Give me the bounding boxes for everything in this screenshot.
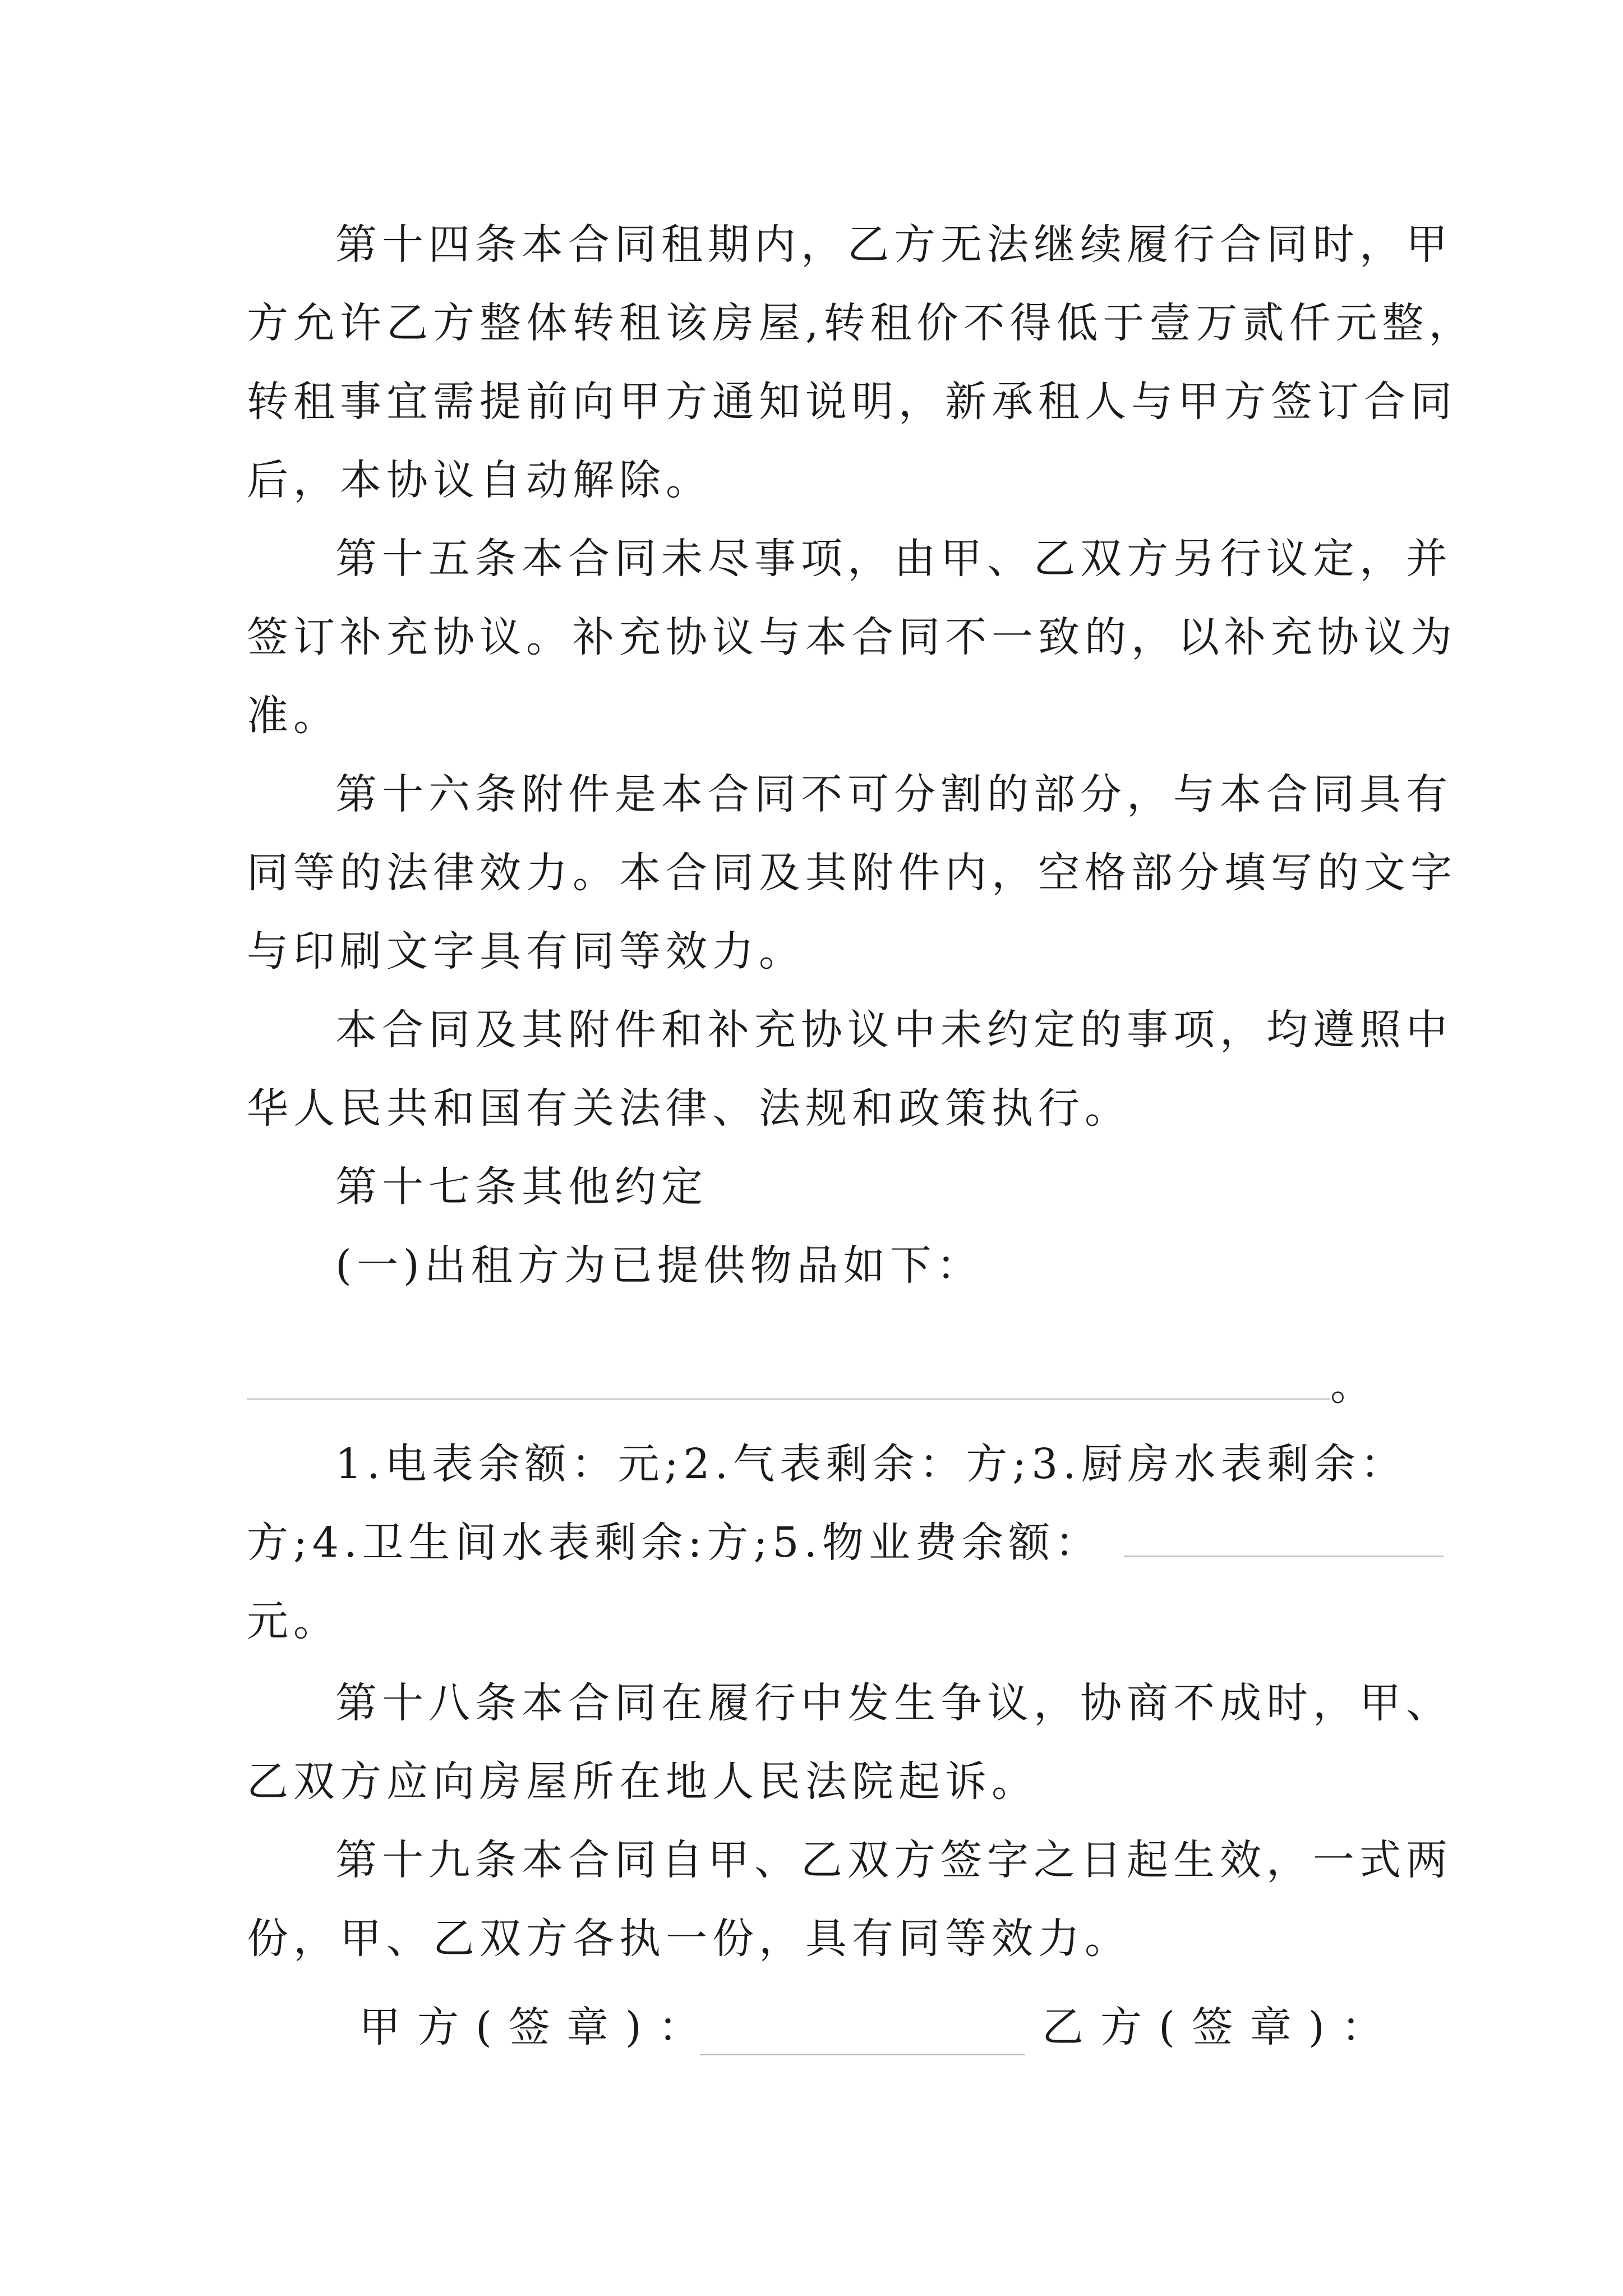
paragraph-14-line-3: 转租事宜需提前向甲方通知说明，新承租人与甲方签订合同 [247,378,1457,426]
paragraph-19-line-2: 份，甲、乙双方各执一份，具有同等效力。 [247,1915,1131,1963]
party-a-signature-blank [700,2014,1025,2055]
meter-readings-line-2 [247,1515,1444,1571]
period-mark: 。 [1330,1361,1372,1410]
party-a-signature-label: 甲方(签章)： [359,2003,717,2051]
paragraph-18-line-2: 乙双方应向房屋所在地人民法院起诉。 [247,1757,1038,1806]
paragraph-17-item-1: (一)出租方为已提供物品如下： [335,1241,983,1290]
party-b-signature-label: 乙方(签章)： [1042,2003,1400,2051]
paragraph-16-line-3: 与印刷文字具有同等效力。 [247,927,805,976]
paragraph-18-line-1: 第十八条本合同在履行中发生争议，协商不成时，甲、 [335,1679,1453,1727]
paragraph-15-line-1: 第十五条本合同未尽事项，由甲、乙双方另行议定，并 [335,535,1453,583]
paragraph-laws-line-2: 华人民共和国有关法律、法规和政策执行。 [247,1084,1131,1133]
meter-readings-line-1: 1.电表余额：元;2.气表剩余：方;3.厨房水表剩余： [335,1440,1407,1488]
provided-items-blank-line [247,1358,1372,1414]
paragraph-16-line-2: 同等的法律效力。本合同及其附件内，空格部分填写的文字 [247,849,1457,897]
paragraph-15-line-2: 签订补充协议。补充协议与本合同不一致的，以补充协议为 [247,613,1457,661]
paragraph-15-line-3: 准。 [247,692,340,740]
property-fee-blank [1124,1515,1444,1557]
paragraph-laws-line-1: 本合同及其附件和补充协议中未约定的事项，均遵照中 [335,1006,1453,1054]
paragraph-19-line-1: 第十九条本合同自甲、乙双方签字之日起生效，一式两 [335,1836,1453,1884]
paragraph-14-line-1: 第十四条本合同租期内，乙方无法继续履行合同时，甲 [335,220,1453,269]
paragraph-14-line-4: 后，本协议自动解除。 [247,456,712,504]
paragraph-14-line-2: 方允许乙方整体转租该房屋,转租价不得低于壹万贰仟元整， [247,299,1476,347]
fill-in-blank [247,1358,1330,1400]
paragraph-16-line-1: 第十六条附件是本合同不可分割的部分，与本合同具有 [335,770,1453,818]
meter-readings-text: 方;4.卫生间水表剩余:方;5.物业费余额： [247,1519,1102,1567]
meter-readings-line-3: 元。 [247,1597,340,1645]
paragraph-17-heading: 第十七条其他约定 [335,1163,708,1211]
